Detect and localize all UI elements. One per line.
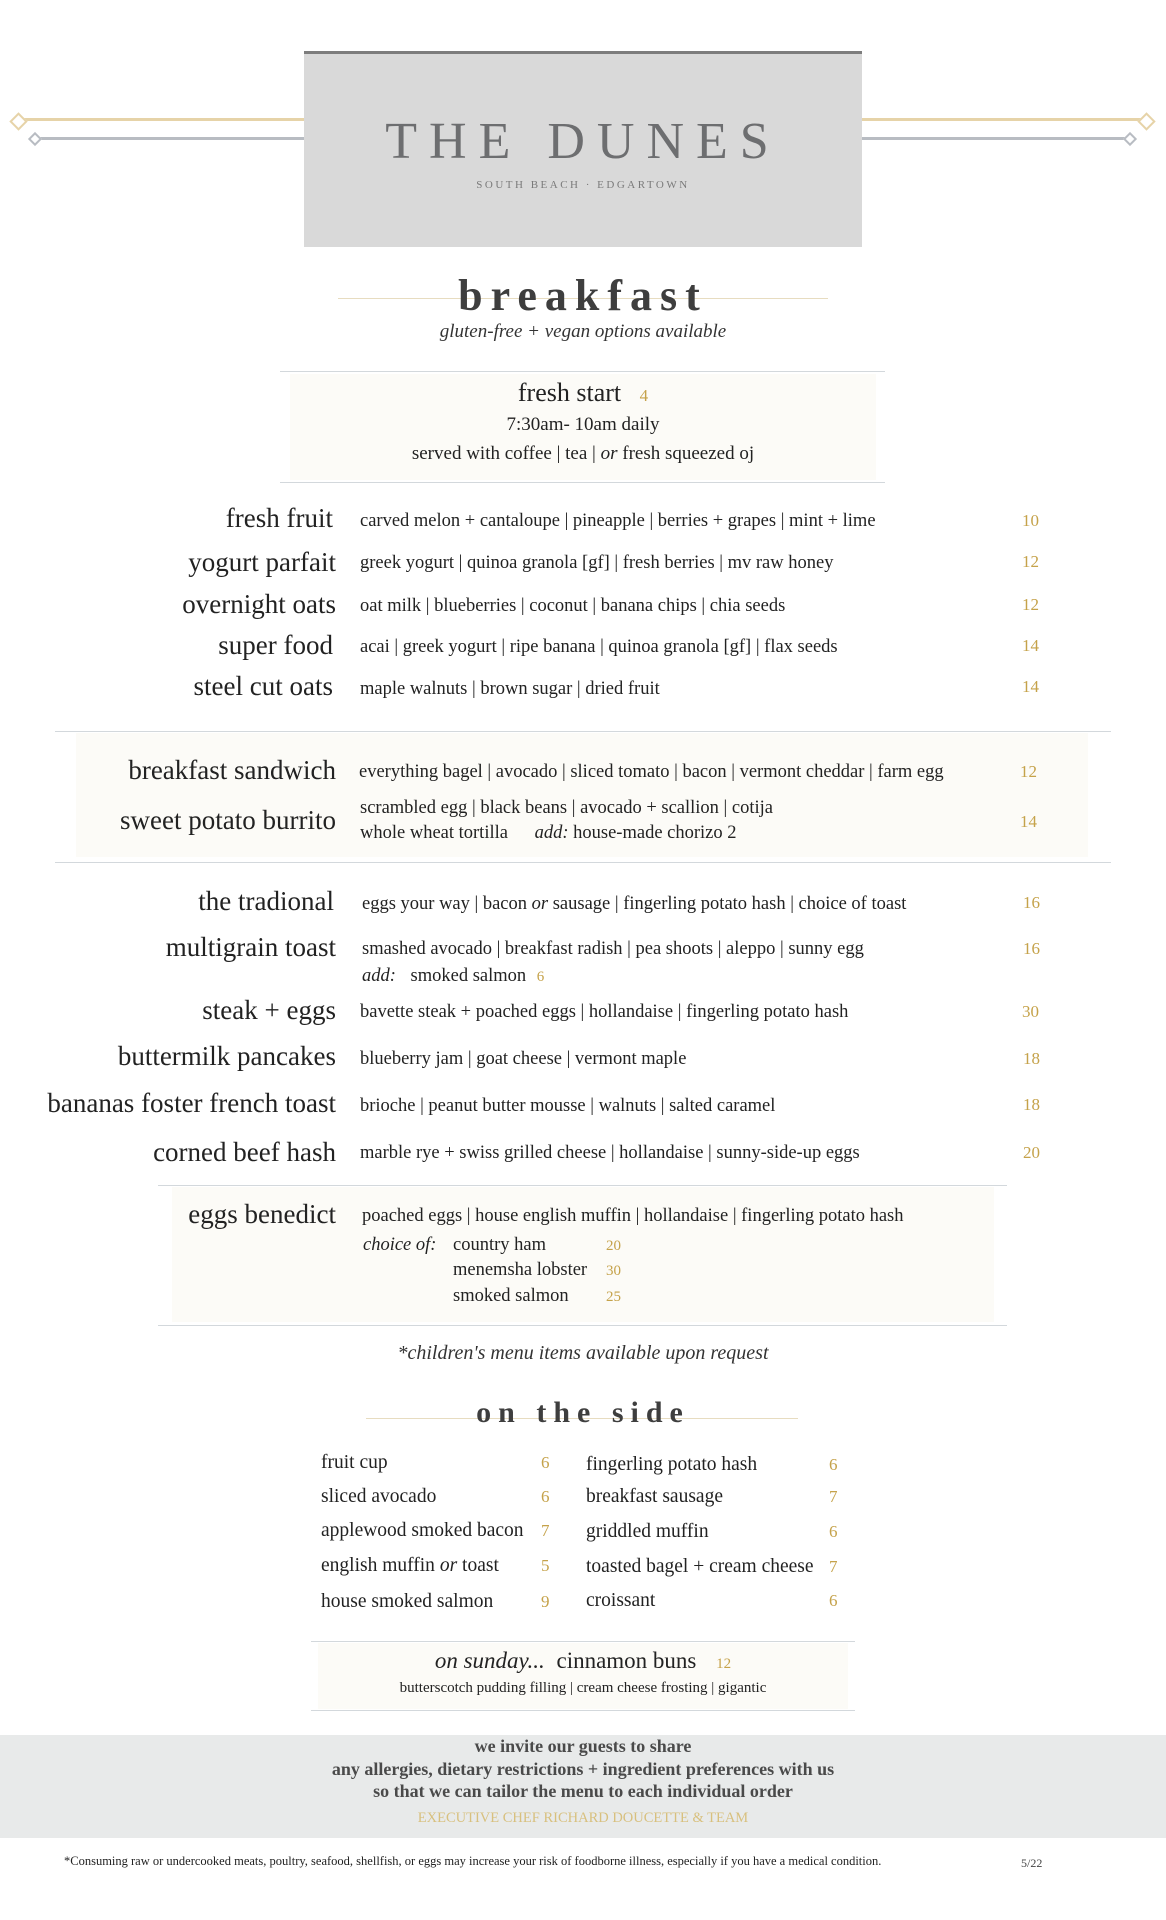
side-item-name: griddled muffin bbox=[586, 1521, 709, 1542]
item-name: overnight oats bbox=[182, 589, 336, 619]
breakfast-title: breakfast bbox=[458, 271, 708, 320]
restaurant-name: THE DUNES bbox=[385, 113, 781, 170]
item-name: breakfast sandwich bbox=[128, 755, 336, 785]
item-name: super food bbox=[218, 630, 333, 660]
choice-price: 25 bbox=[606, 1289, 621, 1305]
diamond-ornament-icon bbox=[9, 112, 27, 130]
fresh-start-hours: 7:30am- 10am daily bbox=[506, 414, 660, 435]
item-price: 30 bbox=[1022, 1002, 1039, 1021]
tortilla-text: whole wheat tortilla bbox=[360, 823, 508, 843]
footer-line-2: any allergies, dietary restrictions + ingredient preferences with us bbox=[331, 1759, 835, 1779]
side-item-name: house smoked salmon bbox=[321, 1591, 494, 1612]
choice-name: country ham bbox=[453, 1235, 546, 1255]
side-item-price: 6 bbox=[541, 1453, 550, 1472]
item-price: 14 bbox=[1022, 677, 1039, 696]
item-description-line2 bbox=[360, 823, 737, 844]
item-name: bananas foster french toast bbox=[47, 1088, 336, 1118]
item-description: poached eggs | house english muffin | hollandaise | fingerling potato hash bbox=[362, 1206, 904, 1226]
fresh-start-served bbox=[0, 443, 1166, 465]
item-description: smashed avocado | breakfast radish | pea shoots | aleppo | sunny egg bbox=[362, 939, 864, 959]
side-item-price: 6 bbox=[829, 1591, 838, 1610]
item-description bbox=[362, 894, 906, 915]
side-item-price: 6 bbox=[541, 1487, 550, 1506]
sunday-name: cinnamon buns bbox=[556, 1648, 697, 1673]
divider bbox=[280, 482, 885, 483]
item-description: marble rye + swiss grilled cheese | hollandaise | sunny-side-up eggs bbox=[360, 1143, 860, 1163]
item-price: 10 bbox=[1022, 511, 1039, 530]
item-name: sweet potato burrito bbox=[120, 805, 336, 835]
served-text: fresh squeezed oj bbox=[622, 443, 755, 464]
restaurant-location: SOUTH BEACH · EDGARTOWN bbox=[476, 179, 690, 191]
side-item-name: applewood smoked bacon bbox=[321, 1520, 524, 1541]
item-price: 20 bbox=[1023, 1143, 1040, 1162]
chef-credit: EXECUTIVE CHEF RICHARD DOUCETTE & TEAM bbox=[417, 1810, 749, 1826]
add-text: smoked salmon bbox=[410, 966, 527, 986]
add-price: 6 bbox=[536, 969, 545, 985]
item-price: 18 bbox=[1023, 1095, 1040, 1114]
choice-price: 20 bbox=[606, 1238, 621, 1254]
item-description: scrambled egg | black beans | avocado + scallion | cotija bbox=[360, 798, 773, 818]
item-price: 18 bbox=[1023, 1049, 1040, 1068]
sides-title: on the side bbox=[476, 1396, 690, 1429]
side-item-name bbox=[321, 1555, 499, 1577]
item-price: 12 bbox=[1022, 595, 1039, 614]
menu-version: 5/22 bbox=[1021, 1856, 1043, 1870]
fresh-start-price: 4 bbox=[639, 386, 649, 405]
item-description: brioche | peanut butter mousse | walnuts | salted caramel bbox=[360, 1096, 776, 1116]
item-description: oat milk | blueberries | coconut | banana chips | chia seeds bbox=[360, 596, 786, 616]
side-item-name: fingerling potato hash bbox=[586, 1454, 758, 1475]
item-name: the tradional bbox=[198, 886, 334, 916]
divider bbox=[158, 1325, 1007, 1326]
side-item-name: croissant bbox=[586, 1590, 656, 1611]
breakfast-subtitle: gluten-free + vegan options available bbox=[439, 321, 727, 342]
side-item-price: 9 bbox=[541, 1592, 550, 1611]
choice-label: choice of: bbox=[363, 1235, 437, 1255]
health-disclaimer: *Consuming raw or undercooked meats, poultry, seafood, shellfish, or eggs may increase your risk of foodborne illness, especially if you have a medical condition. bbox=[64, 1854, 882, 1868]
logo bbox=[304, 51, 862, 247]
served-or: or bbox=[600, 443, 618, 464]
item-name: corned beef hash bbox=[153, 1137, 336, 1167]
item-price: 16 bbox=[1023, 939, 1040, 958]
side-item-name: fruit cup bbox=[321, 1452, 388, 1473]
divider bbox=[55, 862, 1111, 863]
divider bbox=[311, 1710, 855, 1711]
sunday-prefix: on sunday... bbox=[434, 1648, 545, 1673]
side-or: or bbox=[439, 1555, 458, 1576]
side-item-name: sliced avocado bbox=[321, 1486, 437, 1507]
footer-line-3: so that we can tailor the menu to each individual order bbox=[373, 1781, 793, 1801]
item-name: steel cut oats bbox=[193, 671, 333, 701]
item-description: everything bagel | avocado | sliced tomato | bacon | vermont cheddar | farm egg bbox=[359, 762, 944, 782]
side-item-name: toasted bagel + cream cheese bbox=[586, 1556, 814, 1577]
footer-line-1: we invite our guests to share bbox=[474, 1736, 692, 1756]
sunday-description: butterscotch pudding filling | cream cheese frosting | gigantic bbox=[399, 1680, 767, 1696]
side-item-price: 6 bbox=[829, 1522, 838, 1541]
sunday-heading bbox=[0, 1648, 1166, 1674]
item-name: multigrain toast bbox=[165, 932, 336, 962]
desc-or: or bbox=[531, 894, 549, 914]
add-text: house-made chorizo 2 bbox=[573, 823, 737, 843]
side-item-price: 7 bbox=[829, 1487, 838, 1506]
desc-part: sausage | fingerling potato hash | choice of toast bbox=[552, 894, 907, 914]
side-item-name: breakfast sausage bbox=[586, 1486, 723, 1507]
item-name: yogurt parfait bbox=[188, 547, 336, 577]
side-item-price: 5 bbox=[541, 1556, 550, 1575]
choice-price: 30 bbox=[606, 1263, 621, 1279]
add-label: add: bbox=[362, 966, 396, 986]
item-price: 14 bbox=[1022, 636, 1039, 655]
item-price: 16 bbox=[1023, 893, 1040, 912]
fresh-start-name: fresh start bbox=[517, 378, 622, 407]
item-description: bavette steak + poached eggs | hollandaise | fingerling potato hash bbox=[360, 1002, 849, 1022]
children-note: *children's menu items available upon request bbox=[397, 1342, 769, 1364]
side-item-price: 7 bbox=[829, 1557, 838, 1576]
item-price: 12 bbox=[1022, 552, 1039, 571]
divider bbox=[158, 1185, 1007, 1186]
divider bbox=[280, 371, 885, 372]
desc-part: eggs your way | bacon bbox=[362, 894, 528, 914]
side-part: toast bbox=[462, 1555, 499, 1576]
item-description: carved melon + cantaloupe | pineapple | berries + grapes | mint + lime bbox=[360, 511, 876, 531]
side-item-price: 7 bbox=[541, 1521, 550, 1540]
diamond-ornament-icon bbox=[1137, 112, 1155, 130]
fresh-start-heading bbox=[0, 378, 1166, 408]
item-description: acai | greek yogurt | ripe banana | quinoa granola [gf] | flax seeds bbox=[360, 637, 838, 657]
item-price: 14 bbox=[1020, 812, 1037, 831]
divider bbox=[55, 731, 1111, 732]
item-description: maple walnuts | brown sugar | dried fruit bbox=[360, 679, 660, 699]
item-name: steak + eggs bbox=[202, 995, 336, 1025]
side-part: english muffin bbox=[321, 1555, 435, 1576]
item-price: 12 bbox=[1020, 762, 1037, 781]
item-addon bbox=[362, 966, 544, 987]
item-description: greek yogurt | quinoa granola [gf] | fresh berries | mv raw honey bbox=[360, 553, 834, 573]
item-name: fresh fruit bbox=[225, 503, 333, 533]
served-text: served with coffee | tea | bbox=[411, 443, 596, 464]
item-name: eggs benedict bbox=[188, 1199, 336, 1229]
item-description: blueberry jam | goat cheese | vermont maple bbox=[360, 1049, 687, 1069]
choice-name: smoked salmon bbox=[453, 1286, 569, 1306]
diamond-ornament-icon bbox=[28, 132, 42, 146]
diamond-ornament-icon bbox=[1123, 132, 1137, 146]
divider bbox=[311, 1641, 855, 1642]
choice-name: menemsha lobster bbox=[453, 1260, 588, 1280]
sunday-price: 12 bbox=[716, 1656, 732, 1672]
side-item-price: 6 bbox=[829, 1455, 838, 1474]
add-label: add: bbox=[534, 823, 569, 843]
item-name: buttermilk pancakes bbox=[117, 1041, 336, 1071]
